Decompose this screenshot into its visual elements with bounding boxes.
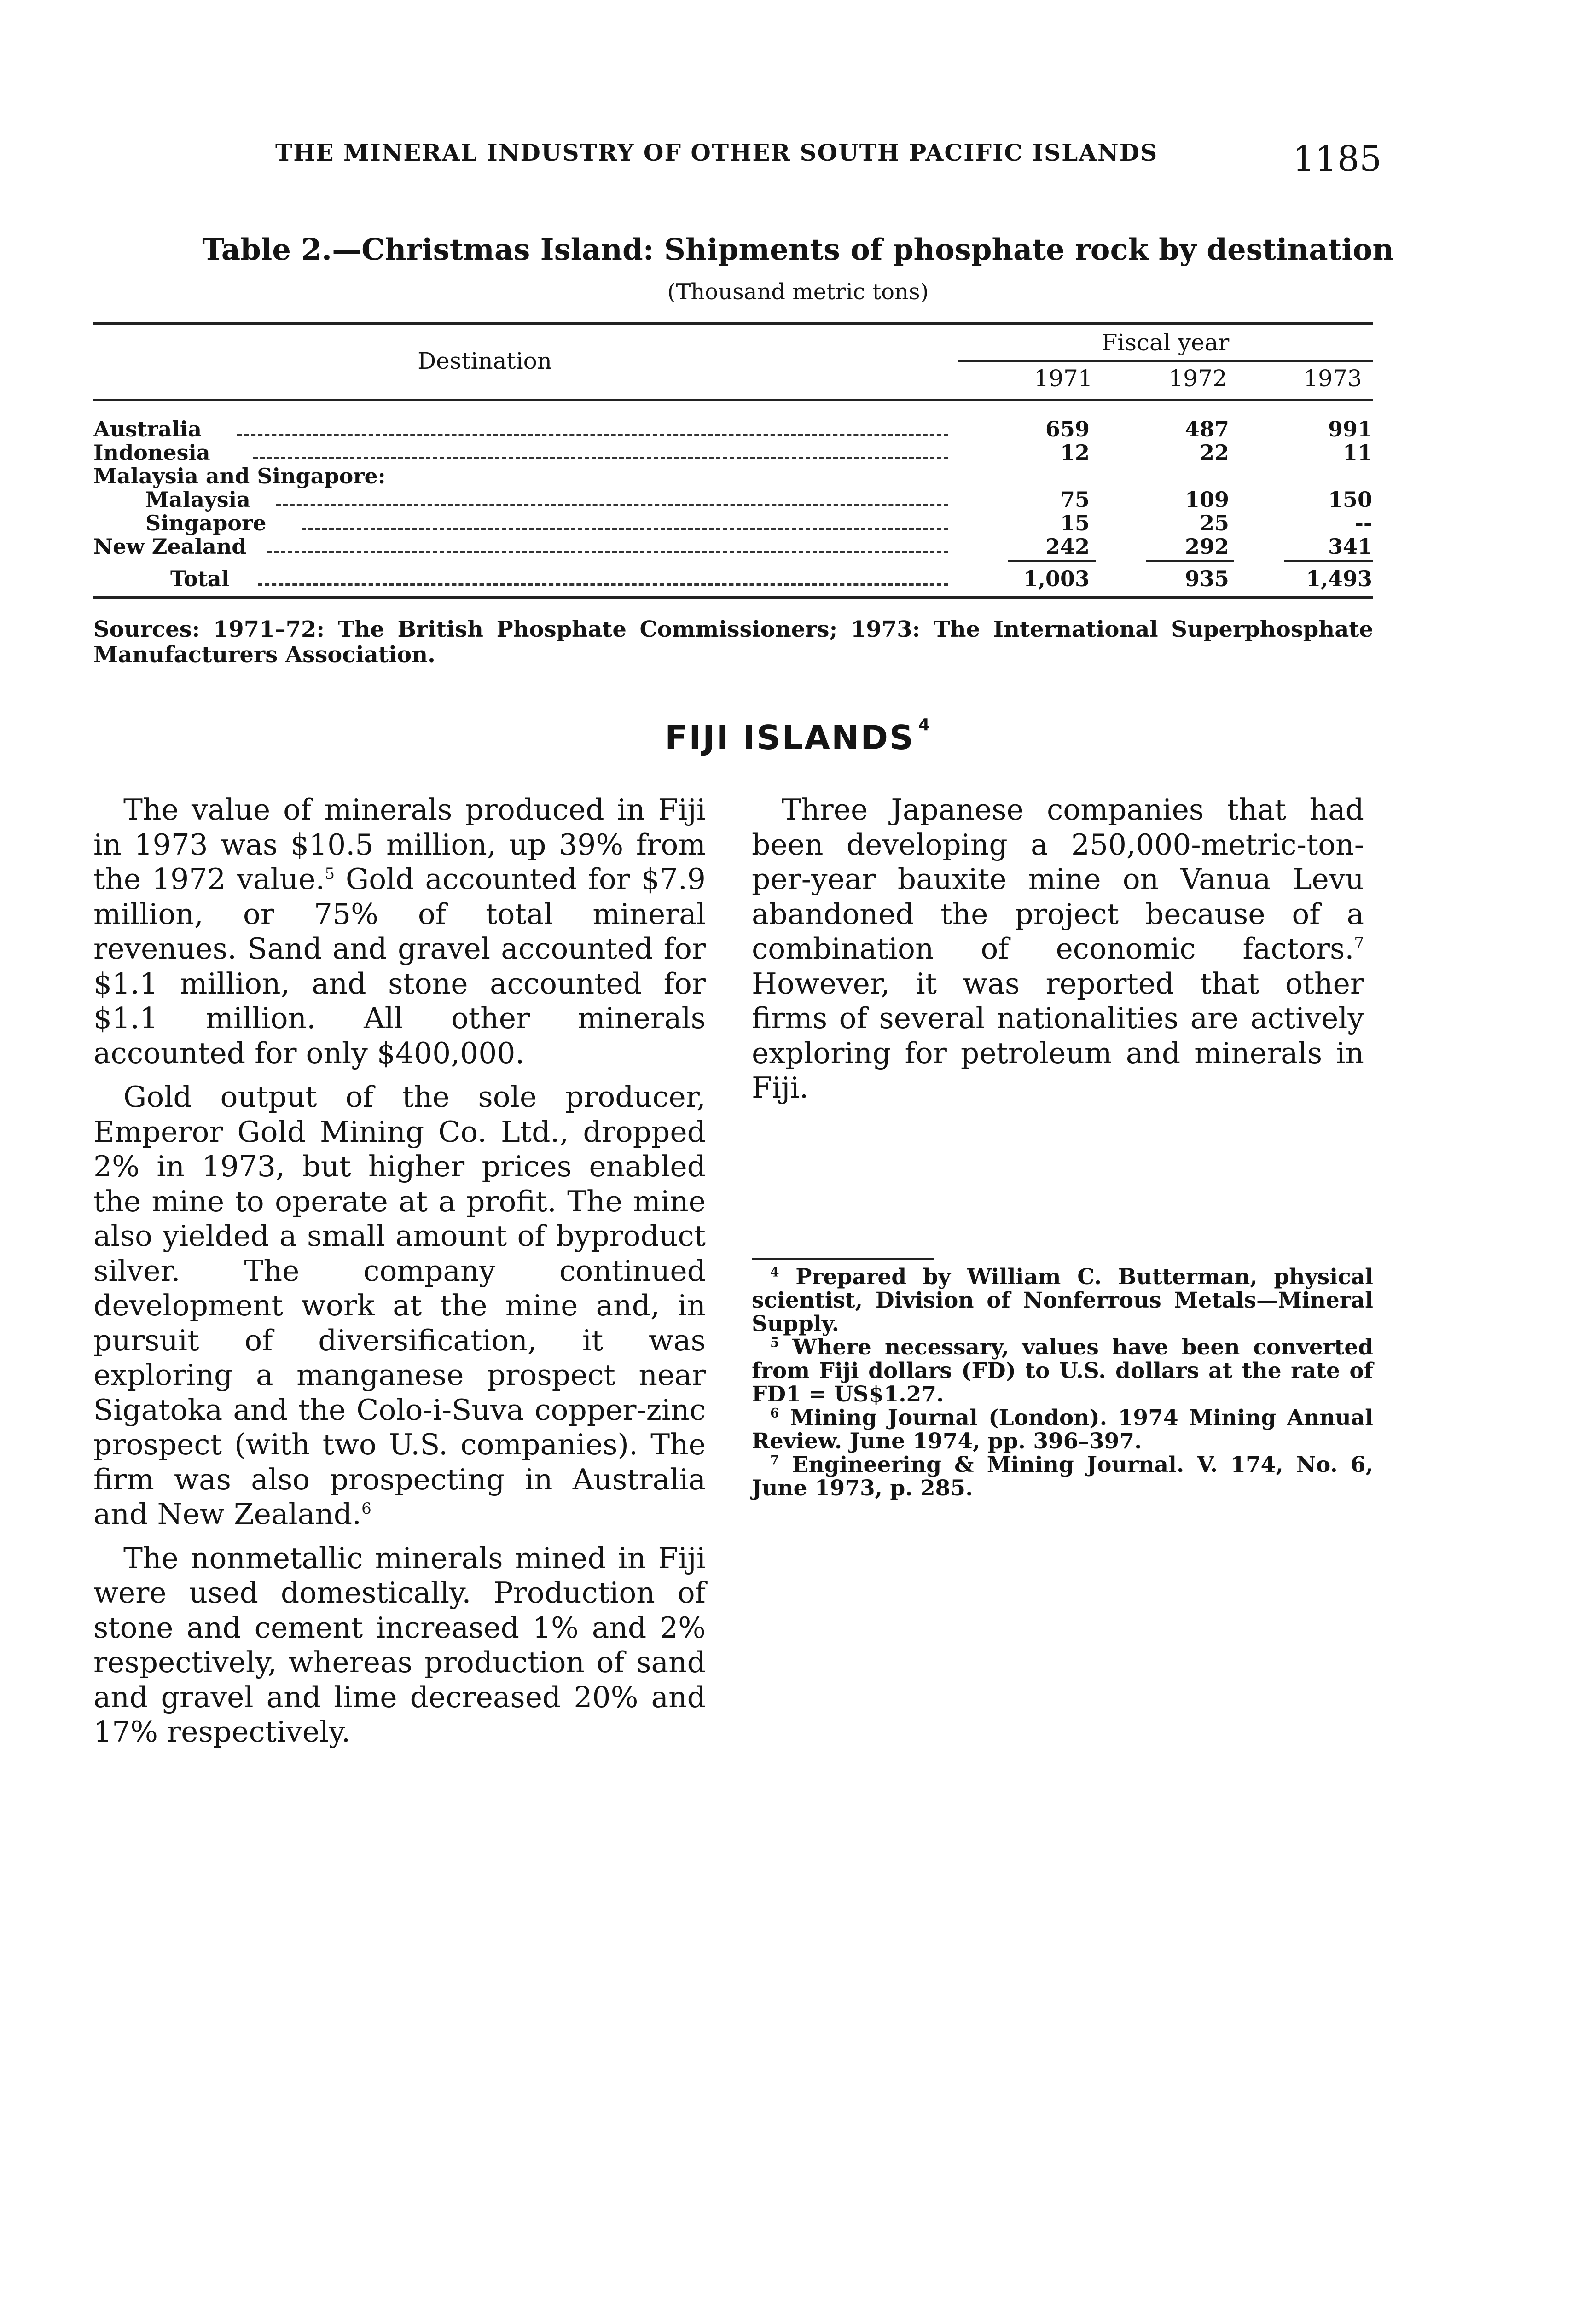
cell-singapore-1973: -- (1354, 511, 1372, 535)
cell-australia-1971: 659 (1045, 417, 1090, 442)
section-title-text: FIJI ISLANDS (665, 718, 915, 757)
footnote-mark: 4 (770, 1264, 779, 1280)
footnote: $^5$ Where necessary, values have been converted from Fiji dollars (FD) to U.S. dollars at the rate of FD1 = US$1.27. (752, 1335, 1373, 1407)
cell-malaysia-1971: 75 (1060, 487, 1090, 512)
cell-new-zealand-1972: 292 (1184, 534, 1229, 559)
cell-australia-1972: 487 (1184, 417, 1229, 442)
table-header-rule (93, 399, 1373, 401)
footnote-ref: 4 (918, 715, 931, 734)
cell-australia-1973: 991 (1328, 417, 1372, 442)
footnotes (752, 1265, 1373, 1500)
page-number: 1185 (1293, 138, 1382, 179)
cell-total-1973: 1,493 (1306, 566, 1372, 591)
cell-indonesia-1973: 11 (1342, 440, 1372, 465)
table-title: Table 2.—Christmas Island: Shipments of phosphate rock by destination (202, 233, 1394, 267)
column-header-destination: Destination (418, 348, 552, 374)
footnote: $^7$ Engineering & Mining Journal. V. 174, No. 6, June 1973, p. 285. (752, 1452, 1373, 1501)
cell-singapore-1972: 25 (1199, 511, 1229, 535)
cell-indonesia-1972: 22 (1199, 440, 1229, 465)
column-header-year-1971: 1971 (1034, 365, 1093, 392)
total-rule-1972 (1146, 560, 1234, 562)
footnote-ref: 6 (361, 1500, 371, 1518)
row-label-singapore: Singapore (145, 511, 267, 535)
column-header-year-1972: 1972 (1168, 365, 1227, 392)
table-unit: (Thousand metric tons) (667, 279, 929, 305)
leader-dots (276, 504, 948, 506)
cell-total-1972: 935 (1184, 566, 1229, 591)
cell-new-zealand-1973: 341 (1328, 534, 1372, 559)
body-column-right (752, 792, 1364, 1115)
leader-dots (253, 457, 948, 459)
body-column-left (93, 792, 706, 1759)
footnote-rule (752, 1258, 934, 1260)
section-title (0, 715, 1596, 757)
row-label-malaysia: Malaysia (145, 487, 250, 512)
leader-dots (302, 528, 948, 530)
leader-dots (258, 583, 948, 586)
cell-total-1971: 1,003 (1023, 566, 1090, 591)
running-head: THE MINERAL INDUSTRY OF OTHER SOUTH PACIFIC ISLANDS (275, 139, 1158, 166)
cell-singapore-1971: 15 (1060, 511, 1090, 535)
footnote-mark: 7 (770, 1452, 779, 1468)
row-label-indonesia: Indonesia (93, 440, 210, 465)
column-header-year-1973: 1973 (1303, 365, 1362, 392)
footnote: $^4$ Prepared by William C. Butterman, physical scientist, Division of Nonferrous Metals—Mineral Supply. (752, 1264, 1373, 1337)
cell-malaysia-1972: 109 (1184, 487, 1229, 512)
row-label-australia: Australia (93, 417, 202, 442)
body-paragraph: Gold output of the sole producer, Emperor Gold Mining Co. Ltd., dropped 2% in 1973, but higher prices enabled the mine to operate at a profit. The mine also yielded a small amount of byproduct silver. The company continued development work at the mine and, in pursuit of diversification, it was exploring a manganese prospect near Sigatoka and the Colo-i-Suva copper-zinc prospect (with two U.S. companies). The firm was also prospecting in Australia and New Zealand.$^6$ (93, 1080, 706, 1531)
total-rule-1971 (1008, 560, 1096, 562)
fiscal-year-rule (958, 360, 1373, 362)
body-paragraph: The value of minerals produced in Fiji in 1973 was $10.5 million, up 39% from the 1972 value.$^5$ Gold accounted for $7.9 million, or 75% of total mineral revenues. Sand and gravel accounted for $1.1 million, and stone accounted for $1.1 million. All other minerals accounted for only $400,000. (93, 793, 706, 1070)
footnote-mark: 5 (770, 1335, 779, 1350)
footnote-ref: 5 (325, 865, 335, 883)
column-header-fiscal-year: Fiscal year (1101, 329, 1230, 356)
row-label-malaysia-and-singapore: Malaysia and Singapore: (93, 464, 386, 488)
leader-dots (237, 434, 948, 436)
body-paragraph: Three Japanese companies that had been developing a 250,000-metric-ton-per-year bauxite mine on Vanua Levu abandoned the project because of a combination of economic factors.$^7$ However, it was reported that other firms of several nationalities are actively exploring for petroleum and minerals in Fiji. (752, 793, 1364, 1104)
table-sources-note: Sources: 1971–72: The British Phosphate Commissioners; 1973: The International Superphosphate Manufacturers Association. (93, 616, 1373, 668)
cell-new-zealand-1971: 242 (1045, 534, 1090, 559)
cell-indonesia-1971: 12 (1060, 440, 1090, 465)
table-bottom-rule (93, 596, 1373, 599)
total-rule-1973 (1284, 560, 1373, 562)
footnote: $^6$ Mining Journal (London). 1974 Mining Annual Review. June 1974, pp. 396–397. (752, 1405, 1373, 1454)
row-label-new-zealand: New Zealand (93, 534, 247, 559)
footnote-mark: 6 (770, 1405, 779, 1421)
table-top-rule (93, 322, 1373, 325)
body-paragraph: The nonmetallic minerals mined in Fiji were used domestically. Production of stone and cement increased 1% and 2% respectively, whereas production of sand and gravel and lime decreased 20% and 17% respectively. (93, 1541, 706, 1749)
footnote-ref: 7 (1354, 934, 1364, 953)
row-label-total: Total (170, 566, 230, 591)
leader-dots (267, 551, 948, 553)
cell-malaysia-1973: 150 (1328, 487, 1372, 512)
